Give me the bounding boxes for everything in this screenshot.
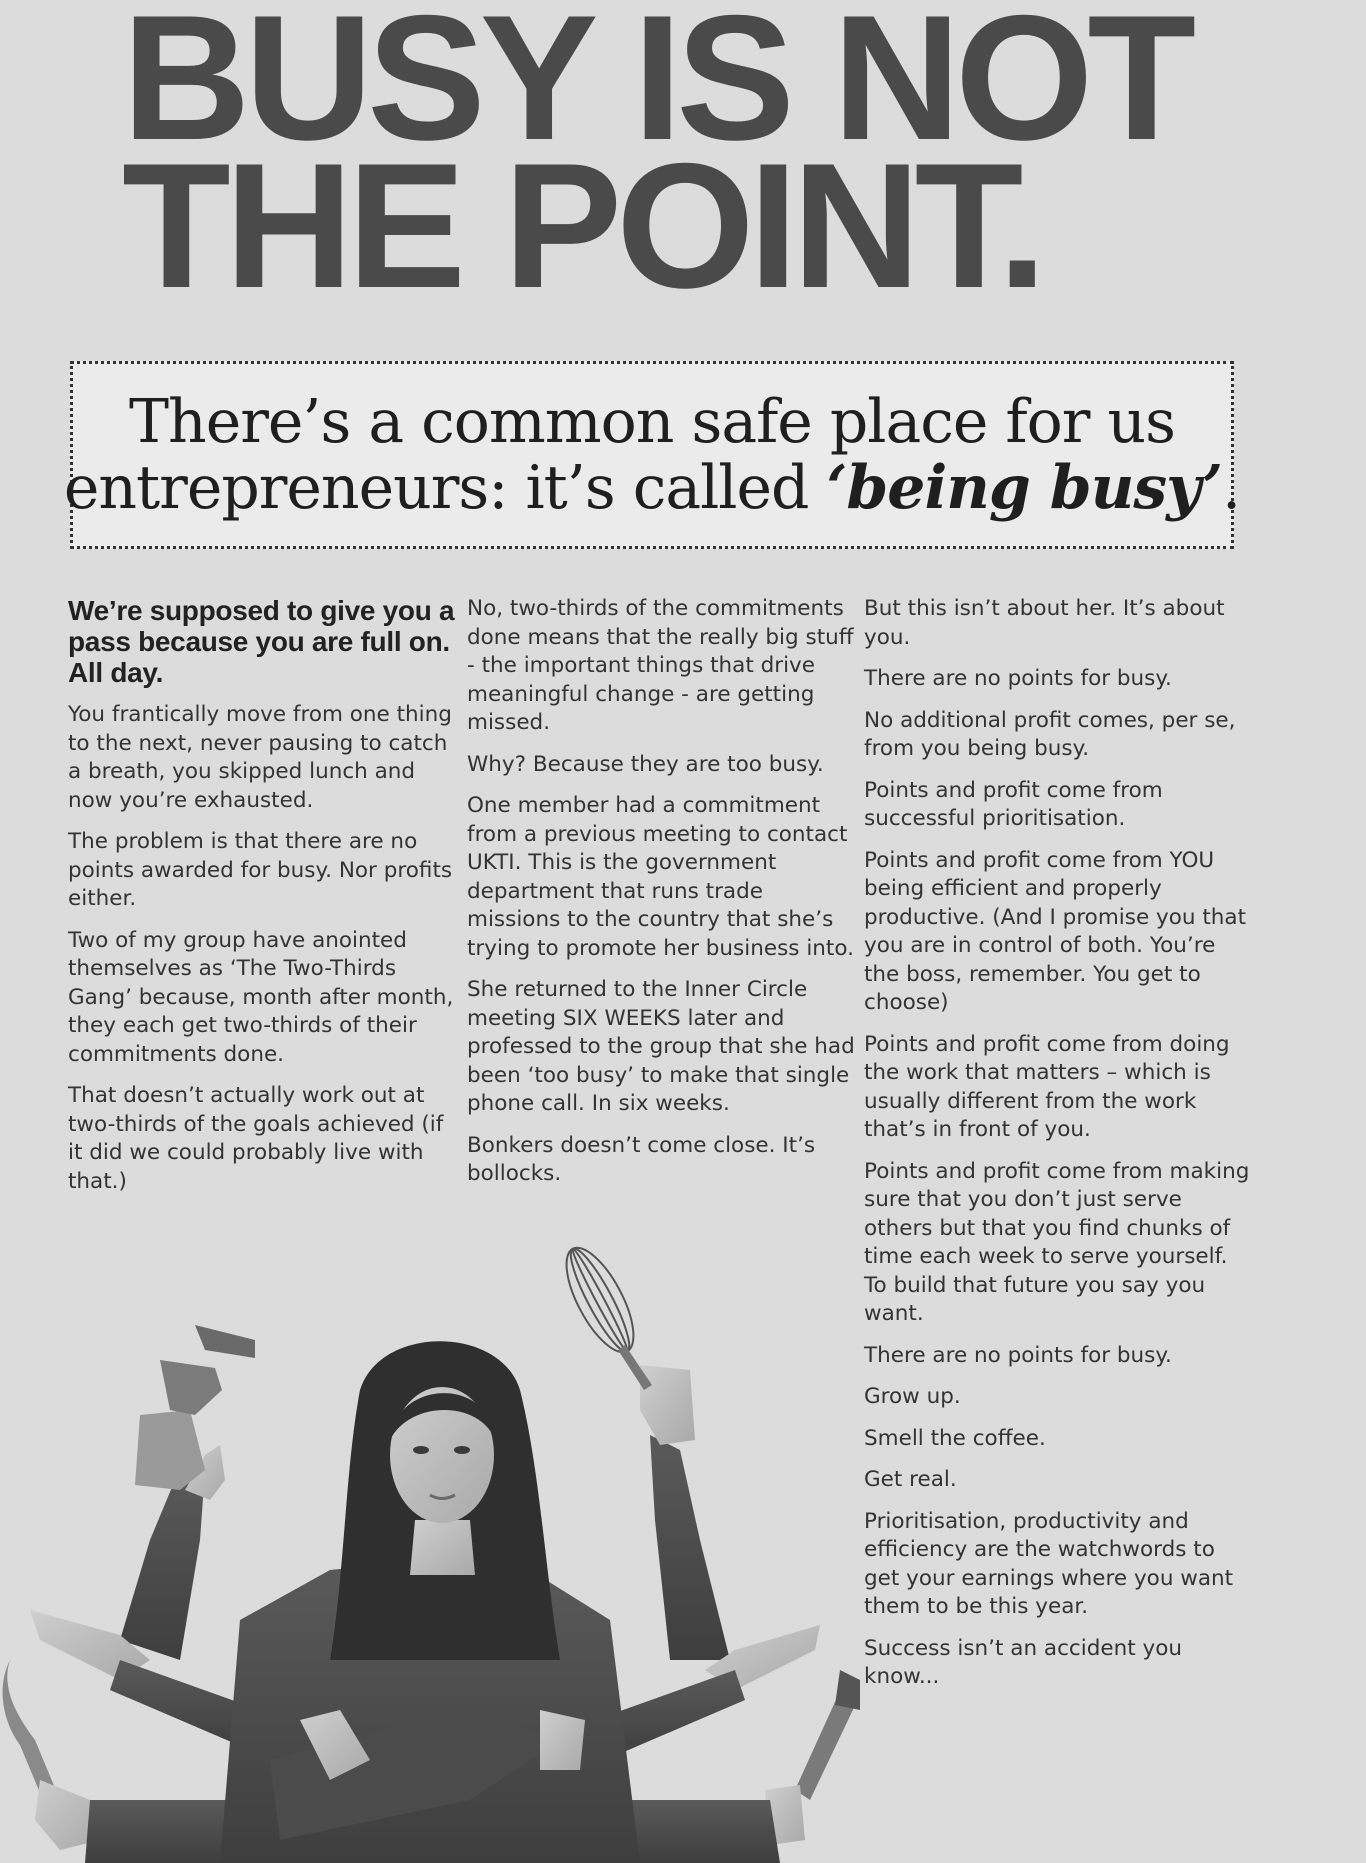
body-paragraph: She returned to the Inner Circle meeting SIX WEEKS later and professed to the group that she had been ‘too busy’ to make that single phone call. In six weeks. bbox=[467, 977, 855, 1116]
lead-paragraph: We’re supposed to give you a pass because you are full on. All day. bbox=[68, 595, 455, 688]
headline bbox=[122, 0, 1202, 325]
body-paragraph: Points and profit come from YOU being efficient and properly productive. (And I promise you that you are in control of both. You’re the boss, remember. You get to choose) bbox=[864, 847, 1247, 1015]
body-paragraph: Grow up. bbox=[864, 1384, 961, 1409]
callout-line-1: There’s a common safe place for us bbox=[129, 387, 1175, 457]
callout-box bbox=[63, 361, 1241, 549]
headline-line-2: THE POINT. bbox=[122, 126, 1042, 325]
callout-line-2-suffix: . bbox=[1222, 453, 1241, 523]
body-paragraph: No, two-thirds of the commitments done means that the really big stuff - the important things that drive meaningful change - are getting missed. bbox=[467, 596, 854, 735]
body-paragraph: Points and profit come from making sure that you don’t just serve others but that you find chunks of time each week to serve yourself. To build that future you say you want. bbox=[864, 1158, 1250, 1326]
body-paragraph: No additional profit comes, per se, from you being busy. bbox=[864, 707, 1236, 761]
body-paragraph: There are no points for busy. bbox=[864, 666, 1172, 691]
body-paragraph: Success isn’t an accident you know... bbox=[864, 1635, 1182, 1689]
multitasking-woman-photo bbox=[0, 1240, 860, 1863]
body-paragraph: Smell the coffee. bbox=[864, 1425, 1046, 1451]
body-paragraph: There are no points for busy. bbox=[864, 1342, 1172, 1368]
callout-emphasis: ‘being busy’ bbox=[826, 453, 1223, 523]
callout-line-2 bbox=[64, 455, 1240, 521]
body-paragraph: Prioritisation, productivity and efficiency are the watchwords to get your earnings where you want them to be this year. bbox=[864, 1508, 1234, 1619]
body-paragraph: Why? Because they are too busy. bbox=[467, 751, 824, 777]
body-paragraph: You frantically move from one thing to the next, never pausing to catch a breath, you skipped lunch and now you’re exhausted. bbox=[68, 702, 452, 813]
body-paragraph: Two of my group have anointed themselves as ‘The Two-Thirds Gang’ because, month after month, they each get two-thirds of their commitments done. bbox=[68, 927, 454, 1067]
body-paragraph: The problem is that there are no points awarded for busy. Nor profits either. bbox=[68, 829, 453, 911]
body-paragraph: One member had a commitment from a previous meeting to contact UKTI. This is the government department that runs trade missions to the country that she’s trying to promote her business into. bbox=[467, 793, 854, 961]
body-paragraph: Points and profit come from successful prioritisation. bbox=[864, 777, 1163, 831]
article-column-1 bbox=[68, 595, 458, 1209]
body-paragraph: Bonkers doesn’t come close. It’s bollocks. bbox=[467, 1132, 816, 1186]
headline-line-1: BUSY IS NOT bbox=[122, 0, 1191, 177]
article-column-3 bbox=[864, 595, 1254, 1705]
body-paragraph: Get real. bbox=[864, 1467, 957, 1492]
body-paragraph: Points and profit come from doing the work that matters – which is usually different from the work that’s in front of you. bbox=[864, 1031, 1230, 1142]
article-column-2 bbox=[467, 595, 857, 1202]
body-paragraph: But this isn’t about her. It’s about you. bbox=[864, 596, 1225, 650]
callout-line-2-prefix: entrepreneurs: it’s called bbox=[63, 453, 827, 523]
body-paragraph: That doesn’t actually work out at two-thirds of the goals achieved (if it did we could probably live with that.) bbox=[68, 1083, 444, 1194]
